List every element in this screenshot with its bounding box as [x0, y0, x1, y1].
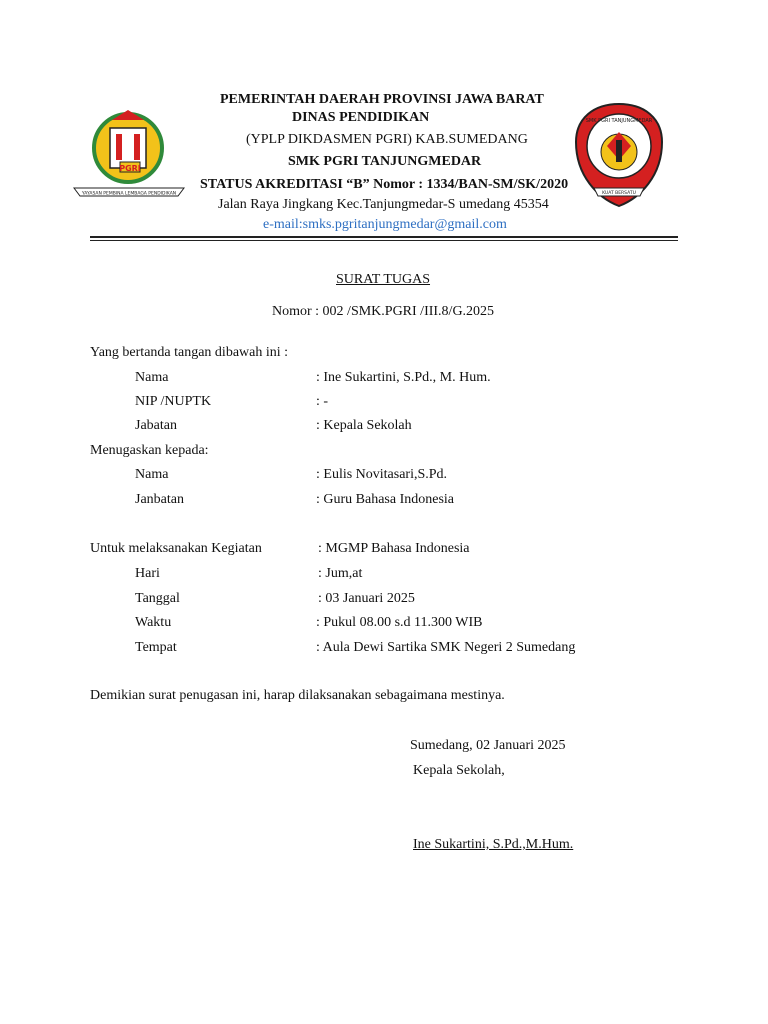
assignee-value: : Eulis Novitasari,S.Pd.	[316, 467, 448, 482]
svg-text:YAYASAN PEMBINA LEMBAGA PENDID: YAYASAN PEMBINA LEMBAGA PENDIDIKAN	[81, 191, 177, 197]
assignee-value: : Guru Bahasa Indonesia	[316, 492, 455, 507]
signature-role: Kepala Sekolah,	[413, 763, 505, 778]
svg-text:SMK PGRI TANJUNGMEDAR: SMK PGRI TANJUNGMEDAR	[585, 118, 653, 124]
signer-value: : -	[316, 394, 329, 409]
schedule-label: Hari	[135, 566, 160, 581]
header-accreditation: STATUS AKREDITASI “B” Nomor : 1334/BAN-SM/SK/2020	[200, 177, 569, 192]
activity-value: : MGMP Bahasa Indonesia	[318, 541, 470, 556]
schedule-value: : Aula Dewi Sartika SMK Negeri 2 Sumedang	[316, 640, 576, 655]
schedule-label: Tanggal	[135, 591, 180, 606]
smk-logo	[574, 102, 664, 210]
schedule-value: : Jum,at	[318, 566, 363, 581]
schedule-value: : Pukul 08.00 s.d 11.300 WIB	[316, 615, 483, 630]
header-foundation: (YPLP DIKDASMEN PGRI) KAB.SUMEDANG	[246, 132, 528, 147]
schedule-label: Tempat	[135, 640, 177, 655]
signer-value: : Ine Sukartini, S.Pd., M. Hum.	[316, 370, 491, 385]
closing-text: Demikian surat penugasan ini, harap dilaksanakan sebagaimana mestinya.	[90, 688, 505, 703]
signer-value: : Kepala Sekolah	[316, 418, 412, 433]
header-divider-thick	[90, 236, 678, 238]
signer-label: NIP /NUPTK	[135, 394, 212, 409]
header-school-name: SMK PGRI TANJUNGMEDAR	[288, 154, 482, 169]
svg-text:KUAT BERSATU: KUAT BERSATU	[602, 191, 636, 196]
signature-name: Ine Sukartini, S.Pd.,M.Hum.	[413, 837, 574, 852]
letter-number: Nomor : 002 /SMK.PGRI /III.8/G.2025	[272, 304, 495, 319]
letter-title: SURAT TUGAS	[336, 272, 431, 287]
header-government: PEMERINTAH DAERAH PROVINSI JAWA BARAT	[220, 92, 544, 107]
activity-label: Untuk melaksanakan Kegiatan	[90, 541, 262, 556]
svg-text:PGRI: PGRI	[119, 164, 141, 173]
assignee-label: Janbatan	[135, 492, 184, 507]
schedule-value: : 03 Januari 2025	[318, 591, 415, 606]
header-department: DINAS PENDIDIKAN	[292, 110, 430, 125]
schedule-label: Waktu	[135, 615, 172, 630]
signature-place-date: Sumedang, 02 Januari 2025	[410, 738, 566, 753]
pgri-logo	[72, 104, 190, 200]
header-address: Jalan Raya Jingkang Kec.Tanjungmedar-S umedang 45354	[218, 197, 549, 212]
header-email-link[interactable]: e-mail:smks.pgritanjungmedar@gmail.com	[263, 217, 507, 232]
intro-text: Yang bertanda tangan dibawah ini :	[90, 345, 289, 360]
assignee-label: Nama	[135, 467, 169, 482]
assign-heading: Menugaskan kepada:	[90, 443, 209, 458]
signer-label: Nama	[135, 370, 169, 385]
header-divider-thin	[90, 240, 678, 241]
signer-label: Jabatan	[135, 418, 177, 433]
